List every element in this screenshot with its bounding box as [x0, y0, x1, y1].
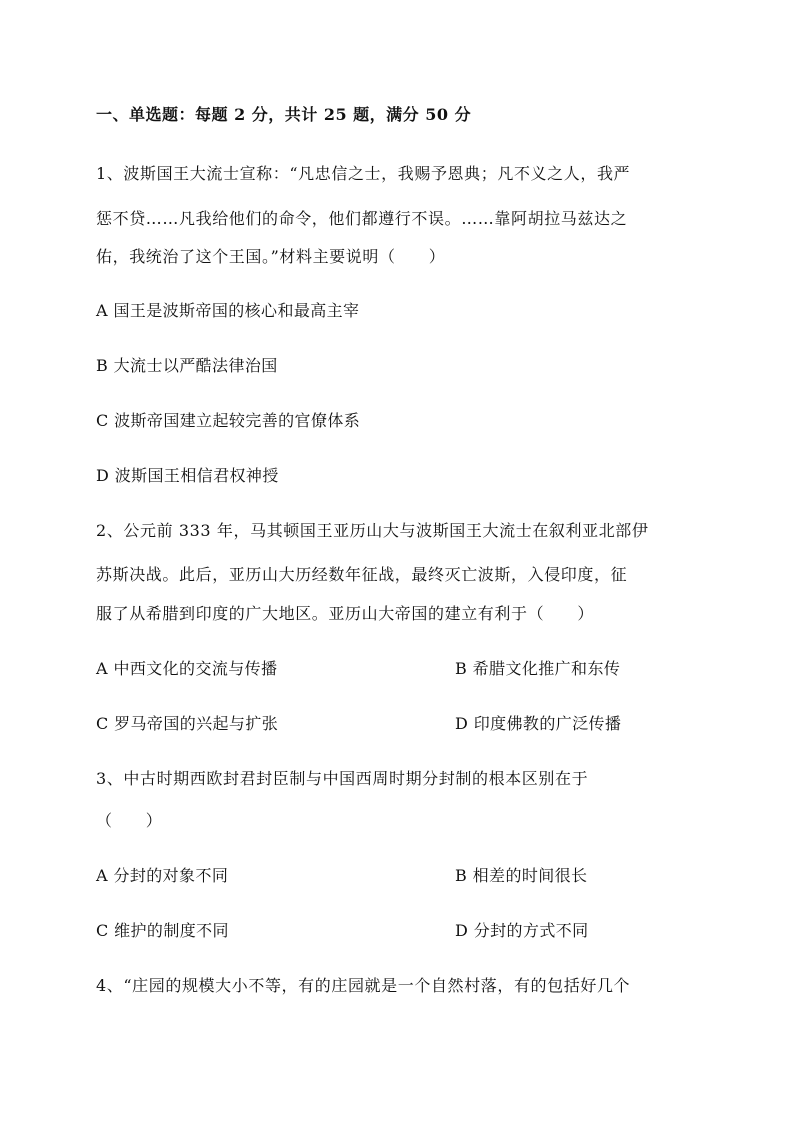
- question-1-option-a: A 国王是波斯帝国的核心和最高主宰: [96, 301, 360, 320]
- question-1-line-2: 惩不贷……凡我给他们的命令，他们都遵行不误。……靠阿胡拉马兹达之: [96, 209, 628, 228]
- question-2-option-a: A 中西文化的交流与传播: [96, 659, 278, 678]
- question-3-line-1: 3、中古时期西欧封君封臣制与中国西周时期分封制的根本区别在于: [96, 769, 589, 788]
- question-3-option-d: D 分封的方式不同: [455, 921, 589, 940]
- question-2-option-c: C 罗马帝国的兴起与扩张: [96, 714, 279, 733]
- question-1-option-b: B 大流士以严酷法律治国: [96, 356, 278, 375]
- question-1-option-c: C 波斯帝国建立起较完善的官僚体系: [96, 411, 361, 430]
- section-title: 一、单选题：每题 2 分，共计 25 题，满分 50 分: [96, 105, 472, 124]
- question-3-option-c: C 维护的制度不同: [96, 921, 229, 940]
- question-4-line-1: 4、“庄园的规模大小不等，有的庄园就是一个自然村落，有的包括好几个: [96, 976, 631, 995]
- question-1-line-1: 1、波斯国王大流士宣称：“凡忠信之士，我赐予恩典；凡不义之人，我严: [96, 164, 631, 183]
- question-3-option-b: B 相差的时间很长: [455, 866, 588, 885]
- question-2-line-1: 2、公元前 333 年，马其顿国王亚历山大与波斯国王大流士在叙利亚北部伊: [96, 521, 649, 540]
- question-3-line-2: （ ）: [96, 811, 163, 830]
- question-2-line-2: 苏斯决战。此后，亚历山大历经数年征战，最终灭亡波斯，入侵印度，征: [96, 565, 628, 584]
- question-3-option-a: A 分封的对象不同: [96, 866, 229, 885]
- question-1-option-d: D 波斯国王相信君权神授: [96, 466, 279, 485]
- question-2-option-b: B 希腊文化推广和东传: [455, 659, 621, 678]
- question-1-line-3: 佑，我统治了这个王国。”材料主要说明（ ）: [96, 247, 446, 266]
- question-2-line-3: 服了从希腊到印度的广大地区。亚历山大帝国的建立有利于（ ）: [96, 604, 595, 623]
- question-2-option-d: D 印度佛教的广泛传播: [455, 714, 622, 733]
